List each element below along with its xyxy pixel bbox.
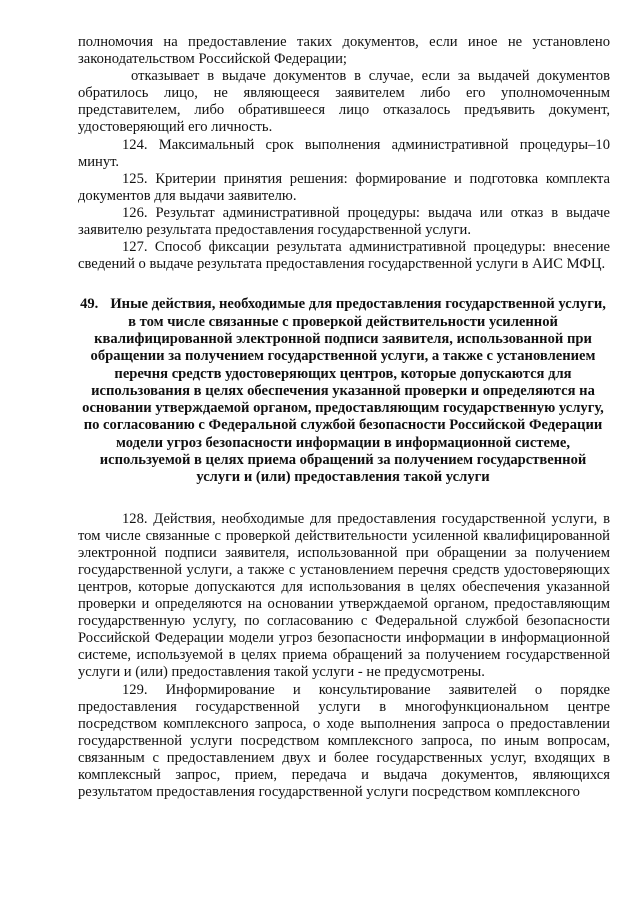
paragraph-129: 129. Информирование и консультирование заявителей о порядке предоставления государственной услуги в многофункциональном центре посредством комплексного запроса, о ходе выполнения запроса о предоставлении государственной услуги посредством комплексного запроса, по иным вопросам, связанным с предоставлением двух и более государственных услуг, входящих в комплексный запрос, прием, передача и выдача документов, являющихся результатом предоставления государственной услуги посредством комплексного bbox=[78, 681, 610, 801]
paragraph-124: 124. Максимальный срок выполнения административной процедуры–10 минут. bbox=[78, 136, 610, 170]
paragraph-126: 126. Результат административной процедуры: выдача или отказ в выдаче заявителю результата предоставления государственной услуги. bbox=[78, 204, 610, 239]
section-number: 49. bbox=[80, 296, 99, 313]
paragraph-128: 128. Действия, необходимые для предоставления государственной услуги, в том числе связанные с проверкой действительности усиленной квалифицированной электронной подписи заявителя, использованной при обращении за получением государственной услуги, а также с установлением перечня средств удостоверяющих центров, которые допускаются для использования в целях обеспечения указанной проверки и определяются на основании утверждаемой органом, предоставляющим государственную услугу, по согласованию с Федеральной службой безопасности Российской Федерации модели угроз безопасности информации в информационной системе, используемой в целях приема обращений за получением государственной услуги и (или) предоставления такой услуги - не предусмотрены. bbox=[78, 510, 610, 681]
section-heading-49 bbox=[78, 296, 608, 486]
paragraph-continuation: полномочия на предоставление таких документов, если иное не установлено законодательством Российской Федерации; bbox=[78, 34, 610, 68]
paragraph-refusal: отказывает в выдаче документов в случае, если за выдачей документов обратилось лицо, не являющееся заявителем либо его уполномоченным представителем, либо обратившееся лицо отказалось предъявить документ, удостоверяющий его личность. bbox=[78, 68, 610, 136]
paragraph-127: 127. Способ фиксации результата административной процедуры: внесение сведений о выдаче результата предоставления государственной услуги в АИС МФЦ. bbox=[78, 239, 610, 273]
paragraph-125: 125. Критерии принятия решения: формирование и подготовка комплекта документов для выдачи заявителю. bbox=[78, 170, 610, 204]
section-title: Иные действия, необходимые для предоставления государственной услуги, в том числе связанные с проверкой действительности усиленной квалифицированной электронной подписи заявителя, использованной при обращении за получением государственной услуги, а также с установлением перечня средств удостоверяющих центров, которые допускаются для использования в целях обеспечения указанной проверки и определяются на основании утверждаемой органом, предоставляющим государственную услугу, по согласованию с Федеральной службой безопасности Российской Федерации модели угроз безопасности информации в информационной системе, используемой в целях приема обращений за получением государственной услуги и (или) предоставления такой услуги bbox=[82, 296, 606, 486]
